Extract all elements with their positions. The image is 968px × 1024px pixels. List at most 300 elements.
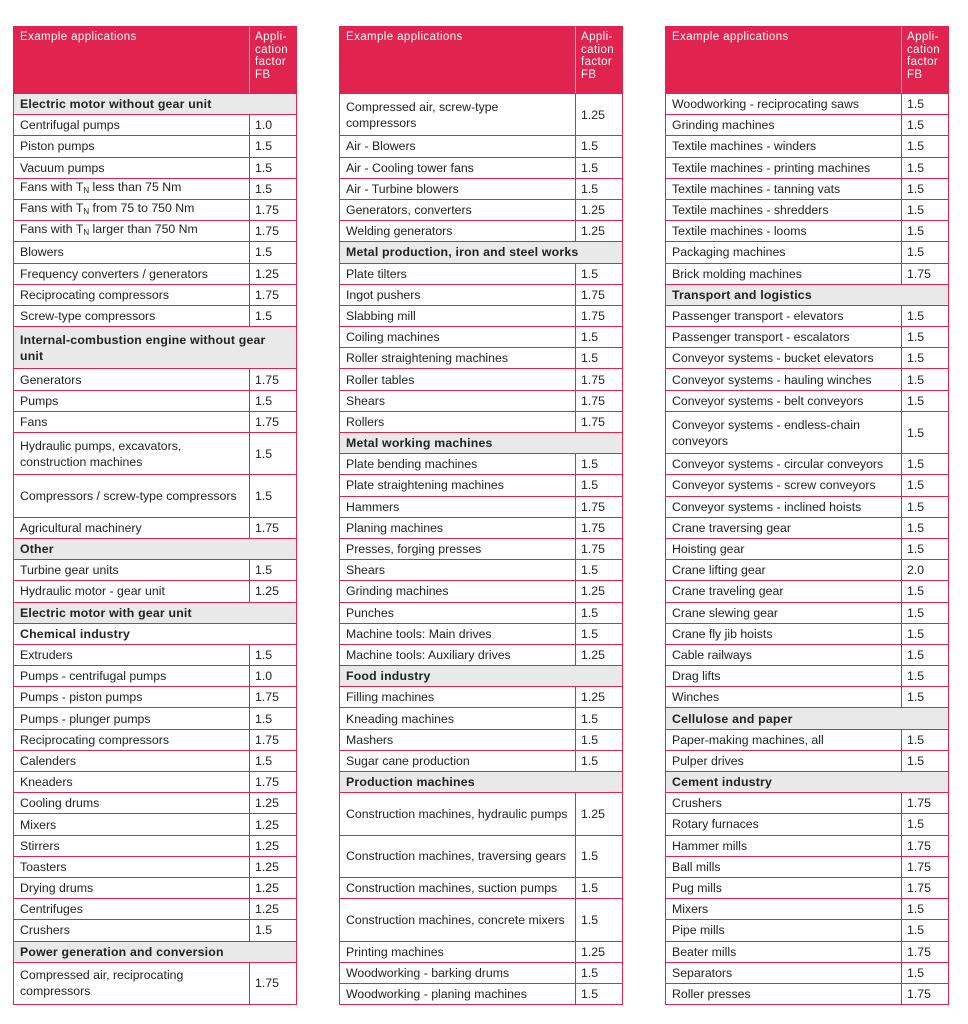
table-row — [340, 496, 622, 517]
application-factor-value: 1.5 — [907, 351, 925, 366]
table-row — [14, 962, 296, 1004]
application-name: Roller presses — [666, 984, 902, 1004]
application-name: Shears — [340, 391, 576, 411]
table-row — [14, 474, 296, 516]
table-row — [340, 750, 622, 771]
table-row — [340, 368, 622, 389]
application-factor-value: 1.5 — [907, 203, 925, 218]
application-name: Ball mills — [666, 857, 902, 877]
application-name: Textile machines - tanning vats — [666, 179, 902, 199]
table-row — [14, 178, 296, 199]
application-factor-value: 1.25 — [581, 584, 605, 599]
application-name: Turbine gear units — [14, 560, 250, 580]
application-factor-value: 1.25 — [255, 584, 279, 599]
table-row — [340, 263, 622, 284]
table-row — [666, 220, 948, 241]
table-row — [340, 326, 622, 347]
application-name: Vacuum pumps — [14, 158, 250, 178]
table-row — [340, 962, 622, 983]
application-name: Hammers — [340, 497, 576, 517]
application-factor-value: 1.5 — [581, 605, 599, 620]
application-factor-value: 1.5 — [255, 711, 273, 726]
application-factor-value: 1.5 — [907, 499, 925, 514]
application-factor-value: 1.75 — [255, 224, 279, 239]
application-name: Filling machines — [340, 687, 576, 707]
application-factor-value: 1.5 — [581, 330, 599, 345]
table-row — [340, 284, 622, 305]
application-name: Air - Turbine blowers — [340, 179, 576, 199]
application-factor-value: 1.25 — [255, 796, 279, 811]
table-row — [340, 157, 622, 178]
application-factor-value: 1.5 — [907, 118, 925, 133]
application-factor-value: 1.0 — [255, 118, 273, 133]
application-factor-value: 1.5 — [907, 372, 925, 387]
table-header — [666, 27, 948, 93]
table-row — [14, 390, 296, 411]
application-name: Woodworking - reciprocating saws — [666, 94, 902, 114]
application-name: Fans with $T_N$ from 75 to 750 Nm — [14, 200, 250, 220]
table-row — [14, 263, 296, 284]
application-name: Pumps - piston pumps — [14, 687, 250, 707]
application-name: Grinding machines — [340, 581, 576, 601]
application-name: Mixers — [14, 814, 250, 834]
table-row — [340, 178, 622, 199]
table-row — [666, 496, 948, 517]
application-name: Machine tools: Auxiliary drives — [340, 645, 576, 665]
table-row — [666, 241, 948, 262]
table-row — [666, 941, 948, 962]
application-factor-value: 1.75 — [907, 944, 931, 959]
table-row — [666, 750, 948, 771]
table-row — [340, 941, 622, 962]
application-name: Fans with $T_N$ less than 75 Nm — [14, 179, 250, 199]
application-name: Beater mills — [666, 942, 902, 962]
application-factor-value: 1.75 — [581, 287, 605, 302]
application-factor-value: 1.5 — [581, 457, 599, 472]
application-factor-value: 1.75 — [907, 859, 931, 874]
application-name: Textile machines - looms — [666, 221, 902, 241]
header-example-applications: Example applications — [14, 27, 250, 93]
application-factor-value: 1.25 — [255, 902, 279, 917]
section-heading: Electric motor without gear unit — [14, 93, 296, 114]
application-name: Conveyor systems - hauling winches — [666, 369, 902, 389]
table-row — [340, 898, 622, 940]
application-factor-value: 1.75 — [581, 372, 605, 387]
application-factor-value: 1.5 — [255, 753, 273, 768]
table-row — [666, 263, 948, 284]
application-factor-value: 1.5 — [907, 605, 925, 620]
application-factor-value: 1.25 — [255, 881, 279, 896]
application-factor-value: 1.5 — [907, 542, 925, 557]
section-heading: Food industry — [340, 665, 622, 686]
application-name: Extruders — [14, 645, 250, 665]
table-row — [666, 157, 948, 178]
table-row — [666, 368, 948, 389]
section-heading: Metal production, iron and steel works — [340, 241, 622, 262]
table-row — [666, 856, 948, 877]
application-name: Agricultural machinery — [14, 518, 250, 538]
application-name: Passenger transport - escalators — [666, 327, 902, 347]
application-factor-value: 1.25 — [581, 806, 605, 821]
application-name: Screw-type compressors — [14, 306, 250, 326]
application-factor-value: 1.75 — [255, 732, 279, 747]
table-row — [666, 983, 948, 1004]
application-name: Hammer mills — [666, 836, 902, 856]
application-name: Coiling machines — [340, 327, 576, 347]
application-name: Packaging machines — [666, 242, 902, 262]
application-name: Rotary furnaces — [666, 814, 902, 834]
application-name: Fans — [14, 412, 250, 432]
application-factor-value: 1.5 — [581, 351, 599, 366]
table-row — [340, 580, 622, 601]
application-name: Drying drums — [14, 878, 250, 898]
application-factor-value: 1.5 — [907, 97, 925, 112]
application-name: Paper-making machines, all — [666, 730, 902, 750]
application-factor-value: 1.75 — [255, 976, 279, 991]
application-name: Construction machines, hydraulic pumps — [340, 793, 576, 834]
application-factor-value: 1.5 — [581, 849, 599, 864]
table-row — [340, 390, 622, 411]
application-name: Crane lifting gear — [666, 560, 902, 580]
header-example-applications: Example applications — [666, 27, 902, 93]
application-name: Mixers — [666, 899, 902, 919]
application-name: Stirrers — [14, 836, 250, 856]
application-factor-value: 1.75 — [581, 542, 605, 557]
application-factor-value: 1.25 — [255, 266, 279, 281]
application-name: Compressed air, screw-type compressors — [340, 94, 576, 135]
application-name: Construction machines, traversing gears — [340, 836, 576, 877]
table-row — [14, 517, 296, 538]
table-row — [340, 835, 622, 877]
table-row — [340, 644, 622, 665]
application-factor-value: 1.75 — [255, 203, 279, 218]
table-row — [14, 114, 296, 135]
application-name: Separators — [666, 963, 902, 983]
section-heading: Cement industry — [666, 771, 948, 792]
application-factor-value: 1.5 — [907, 224, 925, 239]
table-row — [14, 707, 296, 728]
application-factor-value: 1.5 — [907, 626, 925, 641]
application-factor-value: 1.5 — [907, 457, 925, 472]
application-factor-value: 1.5 — [907, 139, 925, 154]
table-row — [340, 453, 622, 474]
application-name: Plate straightening machines — [340, 475, 576, 495]
application-factor-value: 1.75 — [907, 881, 931, 896]
application-name: Pumps - centrifugal pumps — [14, 666, 250, 686]
table-row — [666, 898, 948, 919]
application-factor-value: 1.75 — [907, 986, 931, 1001]
table-row — [666, 665, 948, 686]
application-factor-value: 1.25 — [255, 859, 279, 874]
header-example-applications: Example applications — [340, 27, 576, 93]
application-factor-value: 1.5 — [907, 965, 925, 980]
table-row — [666, 580, 948, 601]
application-factor-value: 1.25 — [255, 838, 279, 853]
table-row — [666, 390, 948, 411]
application-name: Frequency converters / generators — [14, 264, 250, 284]
table-row — [14, 305, 296, 326]
application-name: Air - Cooling tower fans — [340, 158, 576, 178]
application-name: Generators — [14, 369, 250, 389]
table-row — [666, 453, 948, 474]
table-row — [666, 474, 948, 495]
application-factor-value: 1.5 — [581, 965, 599, 980]
application-name: Slabbing mill — [340, 306, 576, 326]
application-factor-value: 1.5 — [255, 489, 273, 504]
table-row — [666, 835, 948, 856]
application-name: Crushers — [666, 793, 902, 813]
application-name: Sugar cane production — [340, 751, 576, 771]
table-row — [340, 411, 622, 432]
application-factor-value: 1.25 — [581, 690, 605, 705]
application-factor-value: 1.75 — [255, 775, 279, 790]
application-factor-value: 1.75 — [255, 690, 279, 705]
table-row — [14, 241, 296, 262]
application-factor-value: 1.75 — [581, 414, 605, 429]
application-name: Cable railways — [666, 645, 902, 665]
application-name: Winches — [666, 687, 902, 707]
application-name: Rollers — [340, 412, 576, 432]
application-name: Centrifugal pumps — [14, 115, 250, 135]
table-header — [340, 27, 622, 93]
application-factor-value: 1.25 — [581, 107, 605, 122]
table-row — [666, 729, 948, 750]
application-factor-value: 1.5 — [907, 393, 925, 408]
application-name: Mashers — [340, 730, 576, 750]
table-row — [666, 919, 948, 940]
application-name: Piston pumps — [14, 136, 250, 156]
table-row — [340, 517, 622, 538]
table-row — [666, 813, 948, 834]
section-heading: Internal-combustion engine without gear unit — [14, 326, 296, 368]
header-application-factor: Appli- cation factor FB — [907, 31, 941, 81]
application-name: Hydraulic motor - gear unit — [14, 581, 250, 601]
table-row — [340, 686, 622, 707]
table-row — [340, 983, 622, 1004]
table-row — [14, 771, 296, 792]
application-table-1 — [13, 26, 297, 1005]
application-table-3 — [665, 26, 949, 1005]
section-heading: Production machines — [340, 771, 622, 792]
application-factor-value: 1.5 — [581, 753, 599, 768]
table-row — [340, 707, 622, 728]
application-factor-value: 1.5 — [907, 160, 925, 175]
application-name: Shears — [340, 560, 576, 580]
table-row — [340, 538, 622, 559]
table-row — [14, 898, 296, 919]
application-factor-value: 1.75 — [907, 266, 931, 281]
application-factor-value: 1.5 — [255, 446, 273, 461]
application-factor-value: 1.5 — [907, 478, 925, 493]
application-name: Roller tables — [340, 369, 576, 389]
table-row — [666, 411, 948, 453]
table-row — [666, 199, 948, 220]
table-row — [14, 368, 296, 389]
application-factor-value: 1.5 — [581, 181, 599, 196]
section-heading: Transport and logistics — [666, 284, 948, 305]
application-factor-value: 1.75 — [255, 372, 279, 387]
application-name: Crane fly jib hoists — [666, 624, 902, 644]
application-factor-value: 1.5 — [581, 732, 599, 747]
application-name: Kneading machines — [340, 708, 576, 728]
application-factor-value: 1.75 — [255, 414, 279, 429]
application-name: Crane traveling gear — [666, 581, 902, 601]
application-factor-value: 1.5 — [907, 732, 925, 747]
table-row — [666, 538, 948, 559]
application-factor-value: 1.5 — [907, 669, 925, 684]
application-name: Welding generators — [340, 221, 576, 241]
application-factor-value: 1.5 — [255, 181, 273, 196]
table-row — [666, 623, 948, 644]
application-factor-value: 1.5 — [255, 308, 273, 323]
application-name: Drag lifts — [666, 666, 902, 686]
application-factor-value: 1.25 — [255, 817, 279, 832]
application-factor-value: 1.5 — [907, 647, 925, 662]
table-header — [14, 27, 296, 93]
application-name: Brick molding machines — [666, 264, 902, 284]
application-factor-value: 1.5 — [255, 923, 273, 938]
application-name: Punches — [340, 603, 576, 623]
application-factor-value: 1.5 — [581, 160, 599, 175]
header-application-factor: Appli- cation factor FB — [581, 31, 615, 81]
table-row — [666, 559, 948, 580]
application-factor-value: 1.5 — [255, 139, 273, 154]
table-row — [666, 602, 948, 623]
application-name: Printing machines — [340, 942, 576, 962]
table-row — [14, 220, 296, 241]
table-row — [666, 114, 948, 135]
application-name: Textile machines - printing machines — [666, 158, 902, 178]
table-row — [666, 93, 948, 114]
application-factor-value: 1.75 — [255, 287, 279, 302]
application-factor-value: 1.75 — [255, 520, 279, 535]
application-name: Toasters — [14, 857, 250, 877]
application-factor-value: 1.5 — [907, 753, 925, 768]
application-factor-value: 1.5 — [581, 478, 599, 493]
table-row — [14, 792, 296, 813]
application-factor-value: 1.5 — [255, 563, 273, 578]
table-row — [340, 602, 622, 623]
table-row — [340, 347, 622, 368]
application-factor-value: 1.75 — [581, 520, 605, 535]
application-name: Pumps - plunger pumps — [14, 708, 250, 728]
application-factor-value: 1.25 — [581, 944, 605, 959]
application-factor-value: 1.5 — [255, 160, 273, 175]
table-row — [666, 962, 948, 983]
application-name: Crane traversing gear — [666, 518, 902, 538]
header-application-factor: Appli- cation factor FB — [255, 31, 289, 81]
application-name: Planing machines — [340, 518, 576, 538]
application-name: Construction machines, suction pumps — [340, 878, 576, 898]
table-row — [14, 157, 296, 178]
application-factor-value: 1.5 — [907, 181, 925, 196]
application-name: Generators, converters — [340, 200, 576, 220]
application-factor-value: 1.5 — [255, 245, 273, 260]
table-row — [14, 686, 296, 707]
table-row — [666, 178, 948, 199]
table-row — [340, 93, 622, 135]
table-row — [14, 411, 296, 432]
application-factor-value: 1.5 — [581, 266, 599, 281]
table-row — [666, 644, 948, 665]
application-name: Woodworking - planing machines — [340, 984, 576, 1004]
application-name: Plate tilters — [340, 264, 576, 284]
application-factor-value: 1.25 — [581, 647, 605, 662]
application-name: Fans with $T_N$ larger than 750 Nm — [14, 221, 250, 241]
application-name: Cooling drums — [14, 793, 250, 813]
application-name: Machine tools: Main drives — [340, 624, 576, 644]
application-name: Woodworking - barking drums — [340, 963, 576, 983]
table-row — [340, 792, 622, 834]
application-table-2 — [339, 26, 623, 1005]
section-heading: Cellulose and paper — [666, 707, 948, 728]
application-factor-value: 1.75 — [581, 393, 605, 408]
application-name: Crane slewing gear — [666, 603, 902, 623]
application-name: Air - Blowers — [340, 136, 576, 156]
table-row — [666, 347, 948, 368]
section-heading: Electric motor with gear unit — [14, 602, 296, 623]
application-factor-value: 2.0 — [907, 563, 925, 578]
application-name: Reciprocating compressors — [14, 730, 250, 750]
application-name: Hoisting gear — [666, 539, 902, 559]
application-factor-value: 1.5 — [907, 690, 925, 705]
table-row — [14, 135, 296, 156]
application-factor-value: 1.5 — [907, 817, 925, 832]
table-row — [340, 729, 622, 750]
application-factor-value: 1.75 — [907, 838, 931, 853]
application-factor-value: 1.5 — [907, 584, 925, 599]
application-name: Conveyor systems - inclined hoists — [666, 497, 902, 517]
table-row — [14, 199, 296, 220]
application-name: Hydraulic pumps, excavators, construction machines — [14, 433, 250, 474]
application-factor-value: 1.5 — [581, 912, 599, 927]
application-name: Construction machines, concrete mixers — [340, 899, 576, 940]
application-name: Conveyor systems - belt conveyors — [666, 391, 902, 411]
application-factor-value: 1.5 — [907, 308, 925, 323]
application-factor-value: 1.75 — [581, 308, 605, 323]
application-factor-value: 1.5 — [907, 245, 925, 260]
table-row — [666, 305, 948, 326]
application-name: Conveyor systems - screw conveyors — [666, 475, 902, 495]
application-factor-value: 1.5 — [581, 987, 599, 1002]
application-factor-value: 1.25 — [581, 224, 605, 239]
table-row — [14, 432, 296, 474]
application-factor-value: 1.5 — [907, 520, 925, 535]
table-row — [14, 750, 296, 771]
application-name: Blowers — [14, 242, 250, 262]
table-row — [340, 305, 622, 326]
table-row — [14, 644, 296, 665]
application-name: Roller straightening machines — [340, 348, 576, 368]
application-name: Presses, forging presses — [340, 539, 576, 559]
table-row — [14, 729, 296, 750]
application-factor-value: 1.5 — [907, 330, 925, 345]
table-row — [14, 580, 296, 601]
application-factor-value: 1.5 — [581, 563, 599, 578]
application-name: Compressors / screw-type compressors — [14, 475, 250, 516]
application-factor-value: 1.75 — [581, 499, 605, 514]
table-row — [340, 559, 622, 580]
application-name: Centrifuges — [14, 899, 250, 919]
table-row — [340, 623, 622, 644]
application-name: Ingot pushers — [340, 285, 576, 305]
application-name: Reciprocating compressors — [14, 285, 250, 305]
application-factor-value: 1.0 — [255, 669, 273, 684]
table-row — [14, 835, 296, 856]
application-name: Kneaders — [14, 772, 250, 792]
application-name: Grinding machines — [666, 115, 902, 135]
table-row — [14, 665, 296, 686]
